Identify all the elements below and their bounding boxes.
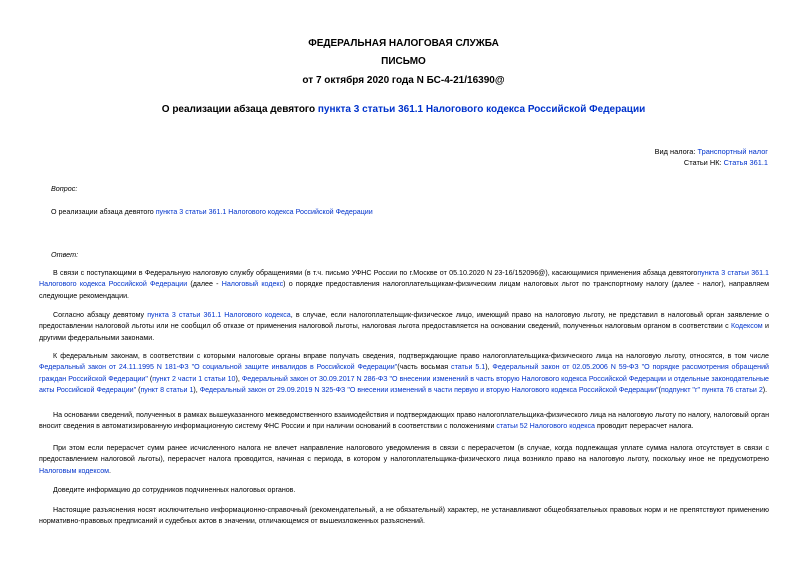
law-link[interactable]: подпункт "г" пункта 76 статьи 2	[660, 385, 763, 394]
law-link[interactable]: пункта 3 статьи 361.1 Налогового кодекса Российской Федерации	[39, 269, 769, 289]
answer-paragraph-5: При этом если перерасчет сумм ранее исчисленного налога не влечет направление налогового уведомления в связи с перерасчетом (в случае, когда подлежащая уплате сумма налога отсутствует в связи с предоставлением налоговой льготы), перерасчет налога проводится, начиная с периода, в котором у налогоплательщика-физического лица возникло право на налоговую льготу, поскольку иное не предусмотрено Налоговым кодексом.	[39, 444, 769, 475]
articles	[684, 157, 768, 168]
law-link[interactable]: Федеральный закон от 02.05.2006 N 59-ФЗ "О порядке рассмотрения обращений граждан Российской Федерации"	[39, 363, 769, 383]
question-link[interactable]: пункта 3 статьи 361.1 Налогового кодекса Российской Федерации	[155, 208, 373, 216]
law-link[interactable]: пункт 2 части 1 статьи 10	[152, 374, 236, 383]
answer-paragraph-6: Доведите информацию до сотрудников подчиненных налоговых органов.	[53, 486, 296, 494]
law-link[interactable]: Федеральный закон от 30.09.2017 N 286-ФЗ "О внесении изменений в часть вторую Налогового кодекса Российской Федерации и отдельные законодательные акты Российской Федерации"	[39, 374, 770, 394]
subject-title	[0, 104, 807, 115]
law-link[interactable]: Федеральный закон от 29.09.2019 N 325-ФЗ "О внесении изменений в части первую и вторую Налогового кодекса Российской Федерации"	[199, 385, 659, 394]
law-link[interactable]: статьи 52 Налогового кодекса	[496, 422, 595, 431]
subject-prefix: О реализации абзаца девятого	[161, 104, 318, 115]
question-label: Вопрос:	[51, 184, 78, 193]
law-link[interactable]: Федеральный закон от 24.11.1995 N 181-ФЗ "О социальной защите инвалидов в Российской Федерации"	[39, 363, 398, 372]
articles-label: Статьи НК:	[683, 158, 724, 167]
question-text: О реализации абзаца девятого пункта 3 статьи 361.1 Налогового кодекса Российской Федерации	[51, 208, 373, 216]
doc-type: ПИСЬМО	[381, 56, 426, 67]
agency-title: ФЕДЕРАЛЬНАЯ НАЛОГОВАЯ СЛУЖБА	[308, 38, 499, 49]
subject-link[interactable]: пункта 3 статьи 361.1 Налогового кодекса Российской Федерации	[317, 104, 646, 115]
law-link[interactable]: пункт 8 статьи 1	[140, 385, 194, 394]
tax-type-label: Вид налога:	[654, 147, 698, 156]
law-link[interactable]: Налоговым кодексом	[39, 466, 110, 475]
tax-type-link[interactable]: Транспортный налог	[697, 147, 768, 156]
answer-paragraph-2: Согласно абзацу девятому пункта 3 статьи 361.1 Налогового кодекса, в случае, если налогоплательщик-физическое лицо, имеющий право на налоговую льготу, не представил в налоговый орган заявление о предоставлении налоговой льготы или не сообщил об отказе от применения налоговой льготы, налоговая льгота предоставляется на основании сведений, полученных налоговым органом в соответствии с Кодексом и другими федеральными законами.	[39, 311, 769, 342]
articles-link[interactable]: Статья 361.1	[723, 158, 768, 167]
law-link[interactable]: Кодексом	[731, 322, 763, 331]
law-link[interactable]: статьи 5.1	[451, 363, 486, 372]
answer-paragraph-3: К федеральным законам, в соответствии с которыми налоговые органы вправе получать сведения, подтверждающие право налогоплательщика-физического лица на налоговую льготу, относятся, в том числе Федеральный закон от 24.11.1995 N 181-ФЗ "О социальной защите инвалидов в Российской Федерации"(часть восьмая статьи 5.1), Федеральный закон от 02.05.2006 N 59-ФЗ "О порядке рассмотрения обращений граждан Российской Федерации" (пункт 2 части 1 статьи 10), Федеральный закон от 30.09.2017 N 286-ФЗ "О внесении изменений в часть вторую Налогового кодекса Российской Федерации и отдельные законодательные акты Российской Федерации" (пункт 8 статьи 1), Федеральный закон от 29.09.2019 N 325-ФЗ "О внесении изменений в части первую и вторую Налогового кодекса Российской Федерации"(подпункт "г" пункта 76 статьи 2).	[39, 352, 770, 394]
answer-paragraph-7: Настоящие разъяснения носят исключительно информационно-справочный (рекомендательный, а не обязательный) характер, не устанавливают общеобязательных правовых норм и не препятствуют применению нормативно-правовых предписаний и судебных актов в значении, отличающемся от вышеизложенных разъяснений.	[39, 506, 769, 526]
answer-label: Ответ:	[51, 250, 79, 259]
answer-paragraph-4: На основании сведений, полученных в рамках вышеуказанного межведомственного взаимодействия и подтверждающих право налогоплательщика-физического лица на налоговую льготу по налогу, налоговый орган вносит сведения в автоматизированную информационную систему ФНС России и при наличии оснований в соответствии с положениями статьи 52 Налогового кодекса проводит перерасчет налога.	[39, 411, 769, 431]
tax-type	[655, 146, 768, 157]
answer-paragraph-1: В связи с поступающими в Федеральную налоговую службу обращениями (в т.ч. письмо УФНС России по г.Москве от 05.10.2020 N 23-16/152096@), касающимися применения абзаца девятогопункта 3 статьи 361.1 Налогового кодекса Российской Федерации (далее - Налоговый кодекс) о порядке предоставления налогоплательщикам-физическим лицам налоговых льгот по транспортному налогу (далее - налог), направляем следующие рекомендации.	[39, 269, 769, 300]
law-link[interactable]: пункта 3 статьи 361.1 Налогового кодекса	[147, 311, 291, 319]
law-link[interactable]: Налоговый кодекс	[221, 280, 284, 289]
date-number: от 7 октября 2020 года N БС-4-21/16390@	[302, 75, 505, 86]
